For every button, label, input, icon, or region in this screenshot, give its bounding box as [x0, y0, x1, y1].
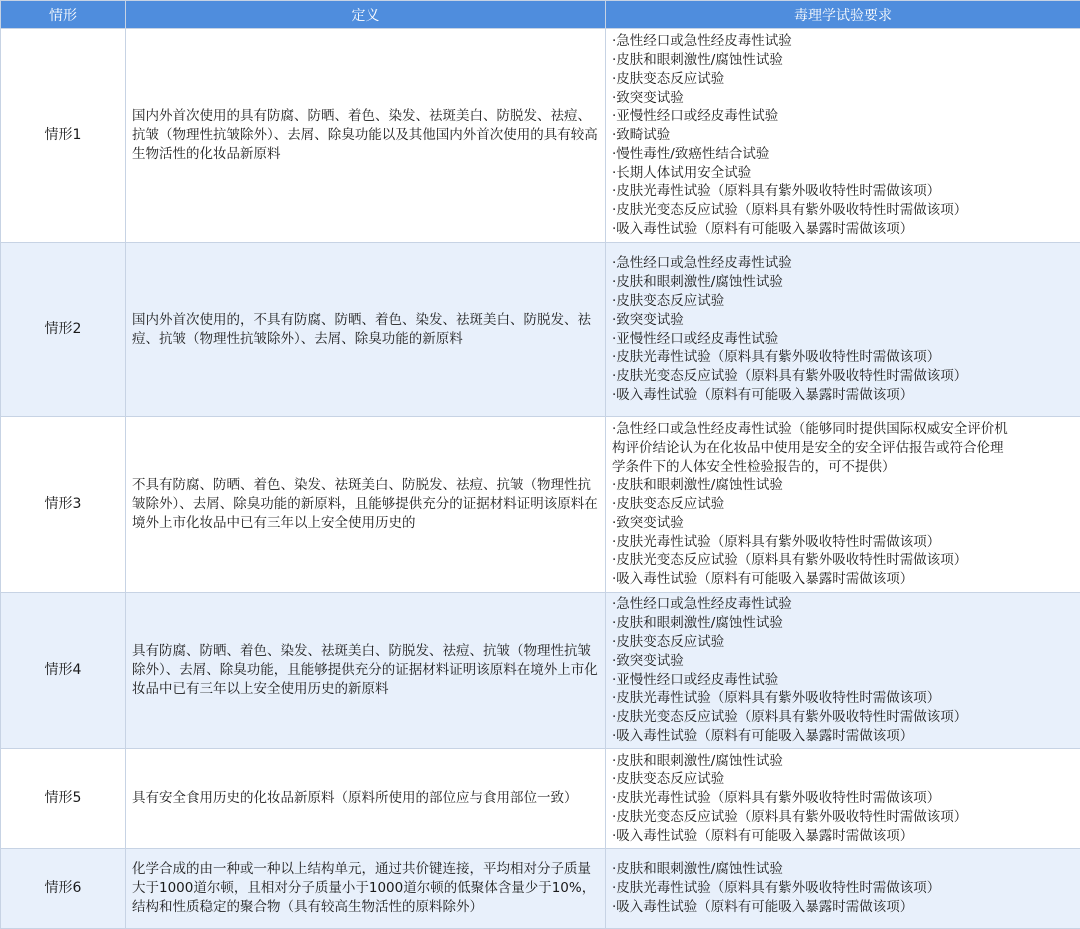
requirement-item: ·皮肤光毒性试验（原料具有紫外吸收特性时需做该项） — [612, 533, 1074, 552]
requirement-item: 构评价结论认为在化妆品中使用是安全的安全评估报告或符合伦理 — [612, 439, 1074, 458]
requirement-item: ·皮肤光毒性试验（原料具有紫外吸收特性时需做该项） — [612, 789, 1074, 808]
requirement-item: ·皮肤光变态反应试验（原料具有紫外吸收特性时需做该项） — [612, 201, 1074, 220]
requirement-item: ·吸入毒性试验（原料有可能吸入暴露时需做该项） — [612, 570, 1074, 589]
requirement-item: ·致突变试验 — [612, 311, 1074, 330]
situation-definition: 化学合成的由一种或一种以上结构单元，通过共价键连接，平均相对分子质量大于1000道尔顿，且相对分子质量小于1000道尔顿的低聚体含量少于10%，结构和性质稳定的聚合物（具有较高生物活性的原料除外） — [126, 849, 606, 929]
requirement-item: ·慢性毒性/致癌性结合试验 — [612, 145, 1074, 164]
requirement-item: ·急性经口或急性经皮毒性试验 — [612, 595, 1074, 614]
table-row — [1, 593, 1080, 749]
situation-definition: 具有防腐、防晒、着色、染发、祛斑美白、防脱发、祛痘、抗皱（物理性抗皱除外）、去屑、除臭功能，且能够提供充分的证据材料证明该原料在境外上市化妆品中已有三年以上安全使用历史的新原料 — [126, 593, 606, 749]
requirement-item: ·皮肤和眼刺激性/腐蚀性试验 — [612, 273, 1074, 292]
requirement-item: 学条件下的人体安全性检验报告的，可不提供） — [612, 458, 1074, 477]
requirement-item: ·皮肤光毒性试验（原料具有紫外吸收特性时需做该项） — [612, 182, 1074, 201]
requirement-item: ·吸入毒性试验（原料有可能吸入暴露时需做该项） — [612, 898, 1074, 917]
table-row — [1, 849, 1080, 929]
requirement-item: ·致畸试验 — [612, 126, 1074, 145]
requirement-item: ·皮肤变态反应试验 — [612, 633, 1074, 652]
requirement-item: ·吸入毒性试验（原料有可能吸入暴露时需做该项） — [612, 386, 1074, 405]
requirement-item: ·皮肤光变态反应试验（原料具有紫外吸收特性时需做该项） — [612, 367, 1074, 386]
requirement-item: ·致突变试验 — [612, 514, 1074, 533]
requirement-item: ·亚慢性经口或经皮毒性试验 — [612, 107, 1074, 126]
situation-definition: 具有安全食用历史的化妆品新原料（原料所使用的部位应与食用部位一致） — [126, 749, 606, 849]
situation-definition: 国内外首次使用的具有防腐、防晒、着色、染发、祛斑美白、防脱发、祛痘、抗皱（物理性抗皱除外）、去屑、除臭功能以及其他国内外首次使用的具有较高生物活性的化妆品新原料 — [126, 29, 606, 243]
header-situation: 情形 — [1, 1, 126, 29]
requirement-item: ·皮肤光变态反应试验（原料具有紫外吸收特性时需做该项） — [612, 551, 1074, 570]
requirement-item: ·皮肤变态反应试验 — [612, 495, 1074, 514]
requirement-item: ·皮肤和眼刺激性/腐蚀性试验 — [612, 614, 1074, 633]
requirement-item: ·皮肤变态反应试验 — [612, 770, 1074, 789]
requirement-item: ·亚慢性经口或经皮毒性试验 — [612, 671, 1074, 690]
situation-name: 情形4 — [1, 593, 126, 749]
table-row — [1, 417, 1080, 593]
requirement-item: ·皮肤光毒性试验（原料具有紫外吸收特性时需做该项） — [612, 879, 1074, 898]
situation-definition: 国内外首次使用的，不具有防腐、防晒、着色、染发、祛斑美白、防脱发、祛痘、抗皱（物理性抗皱除外）、去屑、除臭功能的新原料 — [126, 243, 606, 417]
situation-name: 情形6 — [1, 849, 126, 929]
requirements-list — [606, 29, 1080, 243]
requirement-item: ·皮肤和眼刺激性/腐蚀性试验 — [612, 752, 1074, 771]
header-definition: 定义 — [126, 1, 606, 29]
requirements-list — [606, 749, 1080, 849]
requirement-item: ·长期人体试用安全试验 — [612, 164, 1074, 183]
situation-name: 情形3 — [1, 417, 126, 593]
requirement-item: ·皮肤光变态反应试验（原料具有紫外吸收特性时需做该项） — [612, 808, 1074, 827]
requirement-item: ·急性经口或急性经皮毒性试验 — [612, 32, 1074, 51]
requirement-item: ·皮肤和眼刺激性/腐蚀性试验 — [612, 51, 1074, 70]
requirement-item: ·皮肤和眼刺激性/腐蚀性试验 — [612, 860, 1074, 879]
situation-name: 情形5 — [1, 749, 126, 849]
requirement-item: ·皮肤变态反应试验 — [612, 292, 1074, 311]
table-header-row — [1, 1, 1080, 29]
requirement-item: ·亚慢性经口或经皮毒性试验 — [612, 330, 1074, 349]
requirement-item: ·皮肤光毒性试验（原料具有紫外吸收特性时需做该项） — [612, 689, 1074, 708]
requirement-item: ·吸入毒性试验（原料有可能吸入暴露时需做该项） — [612, 727, 1074, 746]
table-row — [1, 243, 1080, 417]
table-row — [1, 749, 1080, 849]
requirements-list — [606, 849, 1080, 929]
situation-name: 情形2 — [1, 243, 126, 417]
requirement-item: ·皮肤变态反应试验 — [612, 70, 1074, 89]
requirement-item: ·急性经口或急性经皮毒性试验（能够同时提供国际权威安全评价机 — [612, 420, 1074, 439]
requirement-item: ·吸入毒性试验（原料有可能吸入暴露时需做该项） — [612, 827, 1074, 846]
requirement-item: ·致突变试验 — [612, 652, 1074, 671]
table-row — [1, 29, 1080, 243]
header-requirements: 毒理学试验要求 — [606, 1, 1080, 29]
situation-definition: 不具有防腐、防晒、着色、染发、祛斑美白、防脱发、祛痘、抗皱（物理性抗皱除外）、去屑、除臭功能的新原料，且能够提供充分的证据材料证明该原料在境外上市化妆品中已有三年以上安全使用历史的 — [126, 417, 606, 593]
requirement-item: ·吸入毒性试验（原料有可能吸入暴露时需做该项） — [612, 220, 1074, 239]
requirements-list — [606, 417, 1080, 593]
requirement-item: ·急性经口或急性经皮毒性试验 — [612, 254, 1074, 273]
requirements-list — [606, 243, 1080, 417]
requirements-list — [606, 593, 1080, 749]
requirement-item: ·皮肤光变态反应试验（原料具有紫外吸收特性时需做该项） — [612, 708, 1074, 727]
requirement-item: ·皮肤光毒性试验（原料具有紫外吸收特性时需做该项） — [612, 348, 1074, 367]
requirement-item: ·致突变试验 — [612, 89, 1074, 108]
requirement-item: ·皮肤和眼刺激性/腐蚀性试验 — [612, 476, 1074, 495]
situation-name: 情形1 — [1, 29, 126, 243]
